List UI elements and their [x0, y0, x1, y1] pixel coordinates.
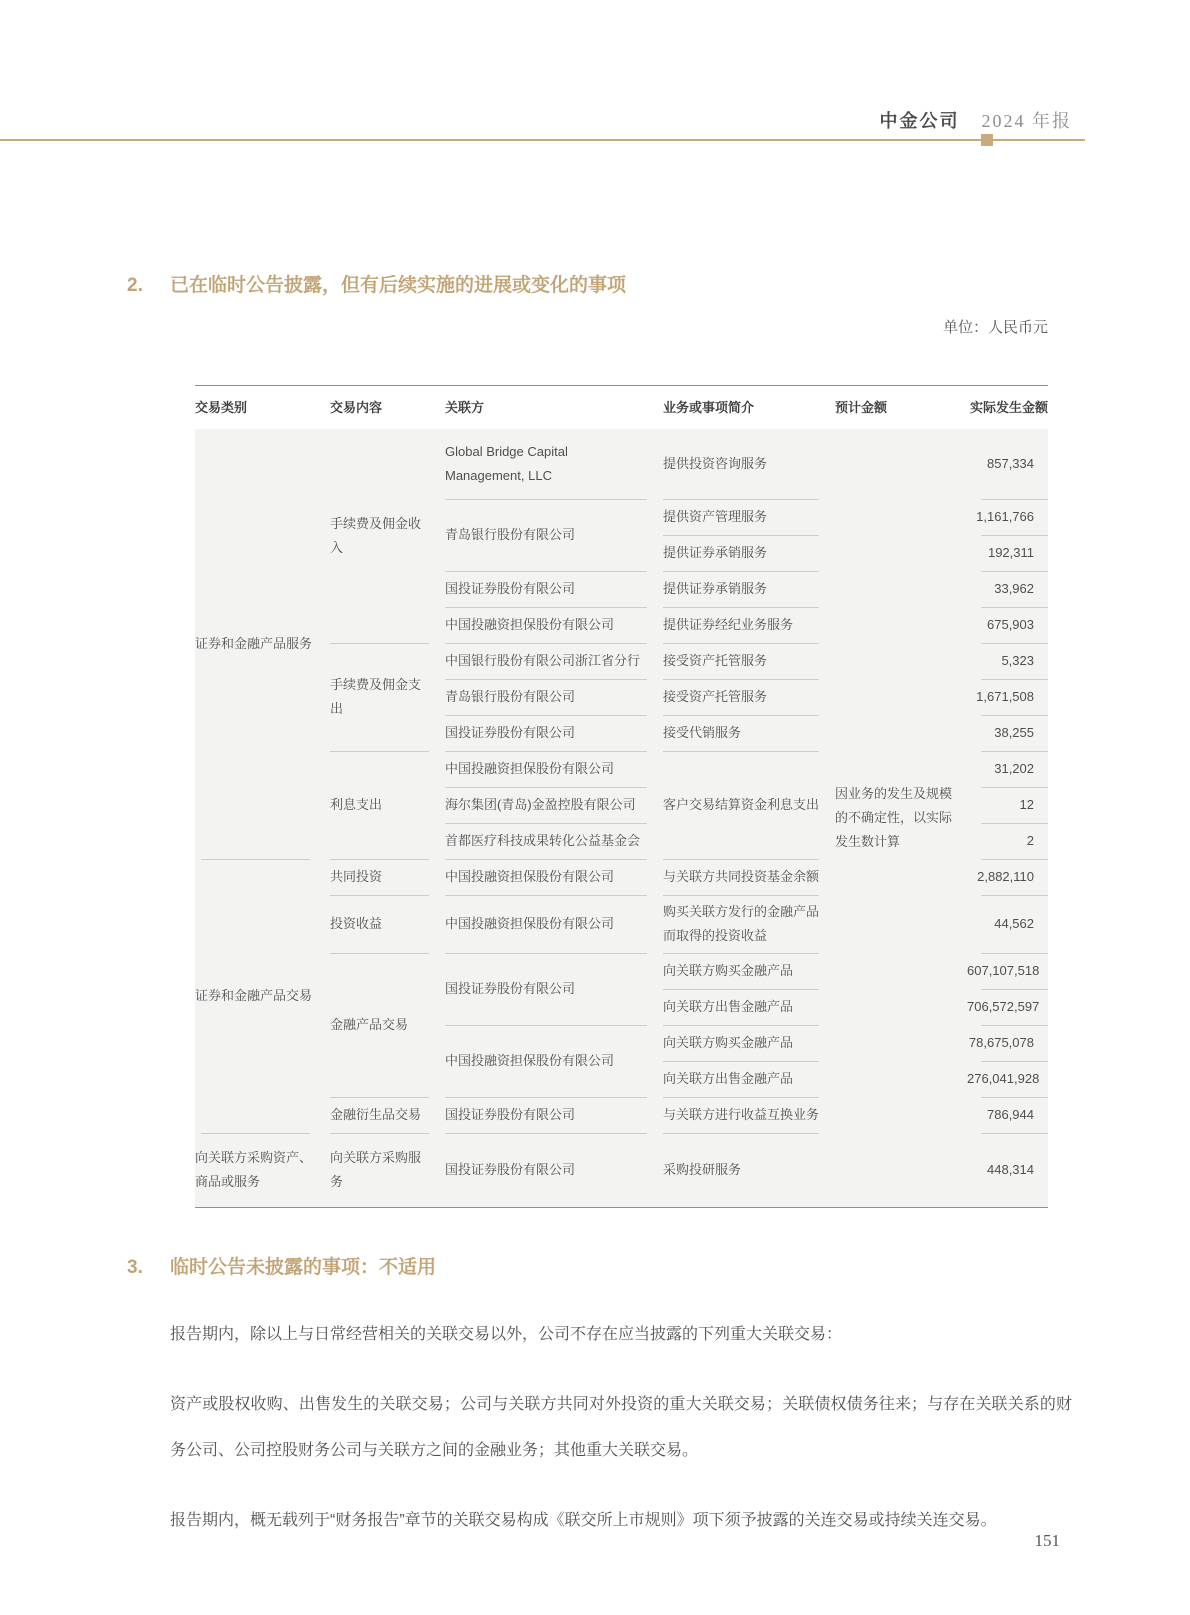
section-number: 3. [127, 1257, 143, 1278]
party-cell: 中国投融资担保股份有限公司 [445, 859, 663, 895]
header-rule [0, 139, 1085, 141]
actual-amount-cell: 706,572,597 [967, 989, 1048, 1025]
actual-amount-cell: 448,314 [967, 1133, 1048, 1207]
section-number: 2. [127, 275, 143, 296]
actual-amount-cell: 2,882,110 [967, 859, 1048, 895]
description-cell: 提供证券承销服务 [663, 535, 835, 571]
section2-heading [127, 272, 1190, 300]
related-party-table [195, 385, 1048, 1208]
header-content: 交易内容 [330, 386, 445, 429]
actual-amount-cell: 607,107,518 [967, 953, 1048, 989]
header-rule-square [981, 134, 993, 146]
table-header-row [195, 386, 1048, 429]
actual-amount-cell: 12 [967, 787, 1048, 823]
party-cell: 国投证券股份有限公司 [445, 1097, 663, 1133]
content-cell: 手续费及佣金支出 [330, 643, 445, 751]
actual-amount-cell: 31,202 [967, 751, 1048, 787]
header-party: 关联方 [445, 386, 663, 429]
running-header [880, 107, 1073, 133]
description-cell: 向关联方购买金融产品 [663, 1025, 835, 1061]
header-estimated: 预计金额 [835, 386, 967, 429]
party-cell: 国投证券股份有限公司 [445, 715, 663, 751]
content-cell: 利息支出 [330, 751, 445, 859]
description-cell: 向关联方购买金融产品 [663, 953, 835, 989]
party-cell: 中国投融资担保股份有限公司 [445, 1025, 663, 1097]
description-cell: 接受资产托管服务 [663, 679, 835, 715]
section3-heading [127, 1254, 1190, 1282]
party-cell: 青岛银行股份有限公司 [445, 679, 663, 715]
party-cell: 首都医疗科技成果转化公益基金会 [445, 823, 663, 859]
content-cell: 共同投资 [330, 859, 445, 895]
content-cell: 金融衍生品交易 [330, 1097, 445, 1133]
actual-amount-cell: 2 [967, 823, 1048, 859]
actual-amount-cell: 192,311 [967, 535, 1048, 571]
content-cell: 手续费及佣金收入 [330, 429, 445, 643]
description-cell: 提供投资咨询服务 [663, 429, 835, 499]
header-description: 业务或事项简介 [663, 386, 835, 429]
actual-amount-cell: 857,334 [967, 429, 1048, 499]
estimated-amount-cell: 因业务的发生及规模的不确定性，以实际发生数计算 [835, 429, 967, 1207]
party-cell: 海尔集团(青岛)金盈控股有限公司 [445, 787, 663, 823]
brand-name: 中金公司 [879, 111, 960, 131]
actual-amount-cell: 78,675,078 [967, 1025, 1048, 1061]
section-title: 已在临时公告披露，但有后续实施的进展或变化的事项 [170, 275, 627, 296]
description-cell: 提供资产管理服务 [663, 499, 835, 535]
party-cell: 国投证券股份有限公司 [445, 953, 663, 1025]
category-cell: 证券和金融产品交易 [195, 859, 330, 1133]
actual-amount-cell: 276,041,928 [967, 1061, 1048, 1097]
description-cell: 与关联方共同投资基金余额 [663, 859, 835, 895]
description-cell: 采购投研服务 [663, 1133, 835, 1207]
party-cell: 中国投融资担保股份有限公司 [445, 607, 663, 643]
actual-amount-cell: 33,962 [967, 571, 1048, 607]
table-row [195, 429, 1048, 499]
content-cell: 投资收益 [330, 895, 445, 953]
page-number: 151 [1034, 1531, 1060, 1550]
actual-amount-cell: 38,255 [967, 715, 1048, 751]
description-cell: 购买关联方发行的金融产品而取得的投资收益 [663, 895, 835, 953]
actual-amount-cell: 44,562 [967, 895, 1048, 953]
section-title: 临时公告未披露的事项：不适用 [170, 1257, 437, 1278]
paragraph-intro: 报告期内，除以上与日常经营相关的关联交易以外，公司不存在应当披露的下列重大关联交易： [170, 1326, 843, 1343]
party-cell: 中国投融资担保股份有限公司 [445, 751, 663, 787]
party-cell: 国投证券股份有限公司 [445, 1133, 663, 1207]
actual-amount-cell: 675,903 [967, 607, 1048, 643]
actual-amount-cell: 1,161,766 [967, 499, 1048, 535]
party-cell: 青岛银行股份有限公司 [445, 499, 663, 571]
edition-label: 2024 年报 [981, 111, 1072, 131]
description-cell: 与关联方进行收益互换业务 [663, 1097, 835, 1133]
unit-note: 单位：人民币元 [942, 319, 1048, 336]
header-category: 交易类别 [195, 386, 330, 429]
description-cell: 提供证券承销服务 [663, 571, 835, 607]
party-cell: Global Bridge Capital Management, LLC [445, 429, 663, 499]
description-cell: 接受资产托管服务 [663, 643, 835, 679]
description-cell: 接受代销服务 [663, 715, 835, 751]
category-cell: 证券和金融产品服务 [195, 429, 330, 859]
description-cell: 提供证券经纪业务服务 [663, 607, 835, 643]
party-cell: 国投证券股份有限公司 [445, 571, 663, 607]
description-cell: 向关联方出售金融产品 [663, 989, 835, 1025]
content-cell: 向关联方采购服务 [330, 1133, 445, 1207]
header-actual: 实际发生金额 [967, 386, 1048, 429]
paragraph-listing-rules: 报告期内，概无载列于“财务报告”章节的关联交易构成《联交所上市规则》项下须予披露的关连交易或持续关连交易。 [170, 1512, 997, 1529]
party-cell: 中国投融资担保股份有限公司 [445, 895, 663, 953]
content-cell: 金融产品交易 [330, 953, 445, 1097]
actual-amount-cell: 786,944 [967, 1097, 1048, 1133]
actual-amount-cell: 1,671,508 [967, 679, 1048, 715]
party-cell: 中国银行股份有限公司浙江省分行 [445, 643, 663, 679]
description-cell: 客户交易结算资金利息支出 [663, 751, 835, 859]
description-cell: 向关联方出售金融产品 [663, 1061, 835, 1097]
actual-amount-cell: 5,323 [967, 643, 1048, 679]
paragraph-excluded-transactions: 资产或股权收购、出售发生的关联交易；公司与关联方共同对外投资的重大关联交易；关联债权债务往来；与存在关联关系的财务公司、公司控股财务公司与关联方之间的金融业务；其他重大关联交易。 [170, 1396, 1072, 1459]
category-cell: 向关联方采购资产、商品或服务 [195, 1133, 330, 1207]
